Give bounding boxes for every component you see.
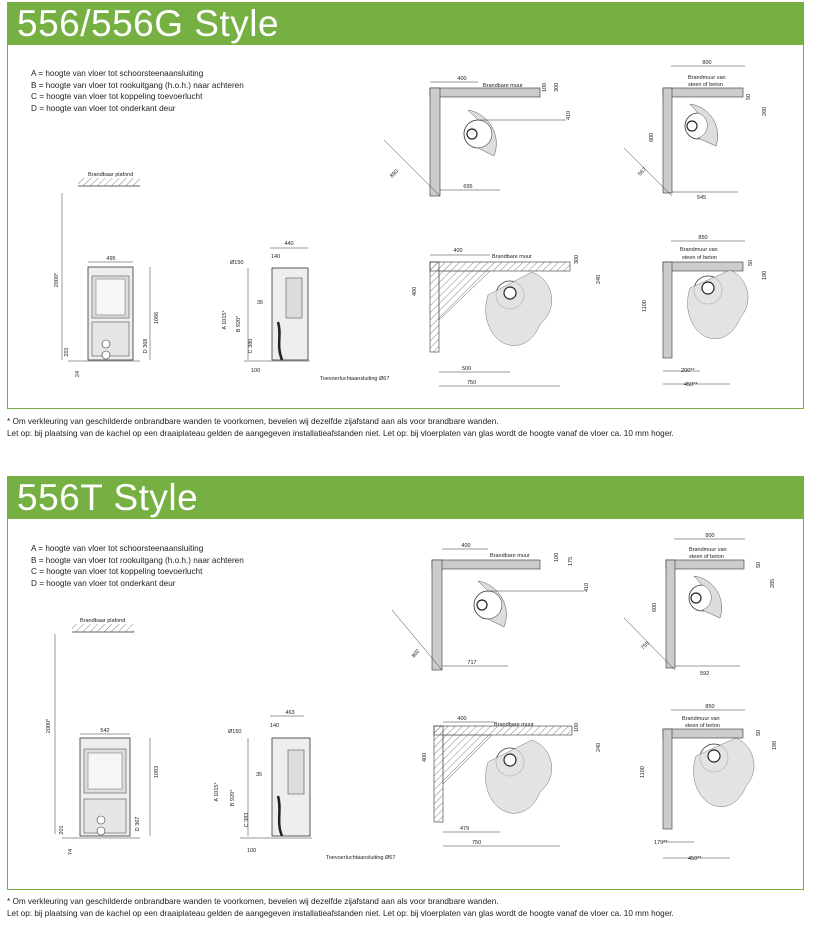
tr-d1: 800	[702, 60, 712, 66]
plan-bottom-right	[640, 704, 778, 862]
tl-diag: 802	[410, 648, 422, 660]
tl-d3: 300	[554, 82, 560, 92]
flue-dim: Ø150	[228, 729, 242, 735]
foot-dim: 74	[68, 848, 74, 856]
b-dim: B 920*	[236, 315, 242, 333]
bl-b2: 750	[472, 840, 482, 846]
side-view	[214, 710, 395, 861]
foot-dim: 24	[75, 370, 81, 378]
tr-d3: 260	[762, 106, 768, 116]
height-dim: 1083	[154, 765, 160, 779]
note-2: Let op: bij plaatsing van de kachel op een draaiplateau gelden de aangegeven installatieafstanden niet. Let op: bij vloerplaten van glas wordt de hoogte vanaf de vloer ca. 10 mm hoger.	[7, 429, 674, 438]
tr-wall1: Brandmuur van	[688, 75, 726, 81]
bl-wall: Brandbare muur	[492, 254, 532, 260]
br-b1: 200**	[681, 368, 695, 374]
tl-d2: 100	[554, 552, 560, 562]
bl-d1: 400	[453, 248, 463, 254]
section-1-drawings	[54, 60, 768, 388]
bl-d3: 240	[596, 274, 602, 284]
br-d1: 850	[698, 235, 708, 241]
width-dim: 495	[106, 256, 116, 262]
front-view	[46, 618, 160, 855]
br-wall2: steen of beton	[685, 723, 720, 729]
tr-diag: 567	[637, 166, 648, 178]
br-b2: 450**	[684, 382, 698, 388]
bl-d1: 400	[457, 716, 467, 722]
base-dim: 100	[251, 368, 261, 374]
legend-d: D = hoogte van vloer tot onderkant deur	[31, 578, 176, 588]
br-d2: 50	[756, 729, 762, 736]
ceiling-label: Brandbaar plafond	[88, 172, 134, 178]
br-wall1: Brandmuur van	[682, 716, 720, 722]
ceiling-label: Brandbaar plafond	[80, 618, 126, 624]
section-2-title: 556T Style	[17, 477, 199, 518]
legend-b: B = hoogte van vloer tot rookuitgang (h.o.h.) naar achteren	[31, 555, 244, 565]
tr-d1: 800	[705, 533, 715, 539]
plan-top-left	[384, 76, 572, 196]
tr-wall2: steen of beton	[689, 554, 724, 560]
side-view	[222, 241, 389, 382]
tl-diag: 890	[389, 168, 400, 180]
tl-d3: 175	[568, 556, 574, 566]
a-dim: A 1015*	[214, 782, 220, 802]
legend-b: B = hoogte van vloer tot rookuitgang (h.o.h.) naar achteren	[31, 80, 244, 90]
d-dim: D 368	[143, 338, 149, 354]
width-dim: 542	[100, 728, 110, 734]
note-1: * Om verkleuring van geschilderde onbrandbare wanden te voorkomen, bevelen wij dezelfde zijafstand aan als voor brandbare wanden.	[7, 417, 499, 426]
c-dim: C 383	[244, 812, 250, 828]
bl-wall: Brandbare muur	[494, 722, 534, 728]
height-dim: 1066	[154, 311, 160, 325]
note-2: Let op: bij plaatsing van de kachel op een draaiplateau gelden de aangegeven installatieafstanden niet. Let op: bij vloerplaten van glas wordt de hoogte vanaf de vloer ca. 10 mm hoger.	[7, 909, 674, 918]
clearance-dim: 2000*	[54, 272, 60, 288]
section-2-drawings	[46, 533, 778, 862]
tr-left: 600	[652, 602, 658, 612]
b-small-dim: 201	[59, 825, 65, 835]
tr-d2: 50	[756, 561, 762, 568]
tl-d4: 410	[584, 582, 590, 592]
br-d3: 190	[762, 270, 768, 280]
br-b2: 450**	[688, 856, 702, 862]
tr-wall1: Brandmuur van	[689, 547, 727, 553]
clearance-dim: 2000*	[46, 718, 52, 734]
tr-bottom: 592	[700, 671, 710, 677]
legend-a: A = hoogte van vloer tot schoorsteenaansluiting	[31, 544, 204, 553]
bl-d3: 240	[596, 742, 602, 752]
tl-d2: 100	[542, 82, 548, 92]
air-label: Toevoerluchtaansluiting Ø67	[326, 855, 396, 861]
br-wall1: Brandmuur van	[680, 247, 718, 253]
plan-bottom-right	[642, 235, 768, 388]
br-b1: 179**	[654, 840, 668, 846]
front-view	[54, 172, 160, 377]
base-dim: 100	[247, 848, 257, 854]
tl-d4: 410	[566, 110, 572, 120]
section-1-title: 556/556G Style	[17, 3, 280, 44]
gap-dim: 35	[256, 772, 263, 778]
br-left: 1100	[640, 766, 646, 778]
bl-d2: 300	[574, 254, 580, 264]
plan-top-left	[392, 543, 590, 670]
tl-wall: Brandbare muur	[483, 83, 523, 89]
tl-d1: 400	[457, 76, 467, 82]
plan-bottom-left	[422, 716, 602, 846]
offset-dim: 140	[271, 254, 281, 260]
br-d2: 50	[748, 259, 754, 266]
bl-b2: 750	[467, 380, 477, 386]
legend-a: A = hoogte van vloer tot schoorsteenaansluiting	[31, 69, 204, 78]
br-d3: 190	[772, 740, 778, 750]
tl-bottom: 695	[463, 184, 473, 190]
flue-dim: Ø150	[230, 260, 244, 266]
depth-dim: 440	[284, 241, 294, 247]
br-left: 1100	[642, 300, 648, 312]
depth-dim: 463	[285, 710, 295, 716]
tr-d2: 50	[746, 93, 752, 100]
tl-wall: Brandbare muur	[490, 553, 530, 559]
b-dim: B 920*	[230, 789, 236, 807]
air-label: Toevoerluchtaansluiting Ø67	[320, 376, 390, 382]
tr-bottom: 545	[697, 195, 707, 201]
legend-c: C = hoogte van vloer tot koppeling toevoerlucht	[31, 92, 203, 101]
tr-wall2: steen of beton	[688, 82, 723, 88]
ceiling-hatch	[78, 178, 140, 186]
gap-dim: 35	[257, 300, 264, 306]
bl-left: 400	[422, 752, 428, 762]
a-dim: A 1015*	[222, 310, 228, 330]
note-1: * Om verkleuring van geschilderde onbrandbare wanden te voorkomen, bevelen wij dezelfde zijafstand aan als voor brandbare wanden.	[7, 897, 499, 906]
legend-c: C = hoogte van vloer tot koppeling toevoerlucht	[31, 567, 203, 576]
plan-top-right	[624, 533, 776, 677]
plan-top-right	[624, 60, 768, 201]
c-dim: C 380	[248, 338, 254, 354]
offset-dim: 140	[270, 723, 280, 729]
bl-left: 400	[412, 286, 418, 296]
bl-b1: 500	[462, 366, 472, 372]
tl-d1: 400	[461, 543, 471, 549]
d-dim: D 367	[135, 816, 141, 832]
br-wall2: steen of beton	[682, 255, 717, 261]
legend-d: D = hoogte van vloer tot onderkant deur	[31, 103, 176, 113]
b-small-dim: 201	[64, 347, 70, 357]
tr-left: 800	[649, 132, 655, 142]
plan-bottom-left	[412, 248, 602, 386]
br-d1: 850	[705, 704, 715, 710]
tr-diag: 755	[640, 640, 651, 652]
tl-bottom: 717	[467, 660, 477, 666]
bl-b1: 479	[460, 826, 470, 832]
tr-d3: 285	[770, 578, 776, 588]
bl-d2: 100	[574, 722, 580, 732]
